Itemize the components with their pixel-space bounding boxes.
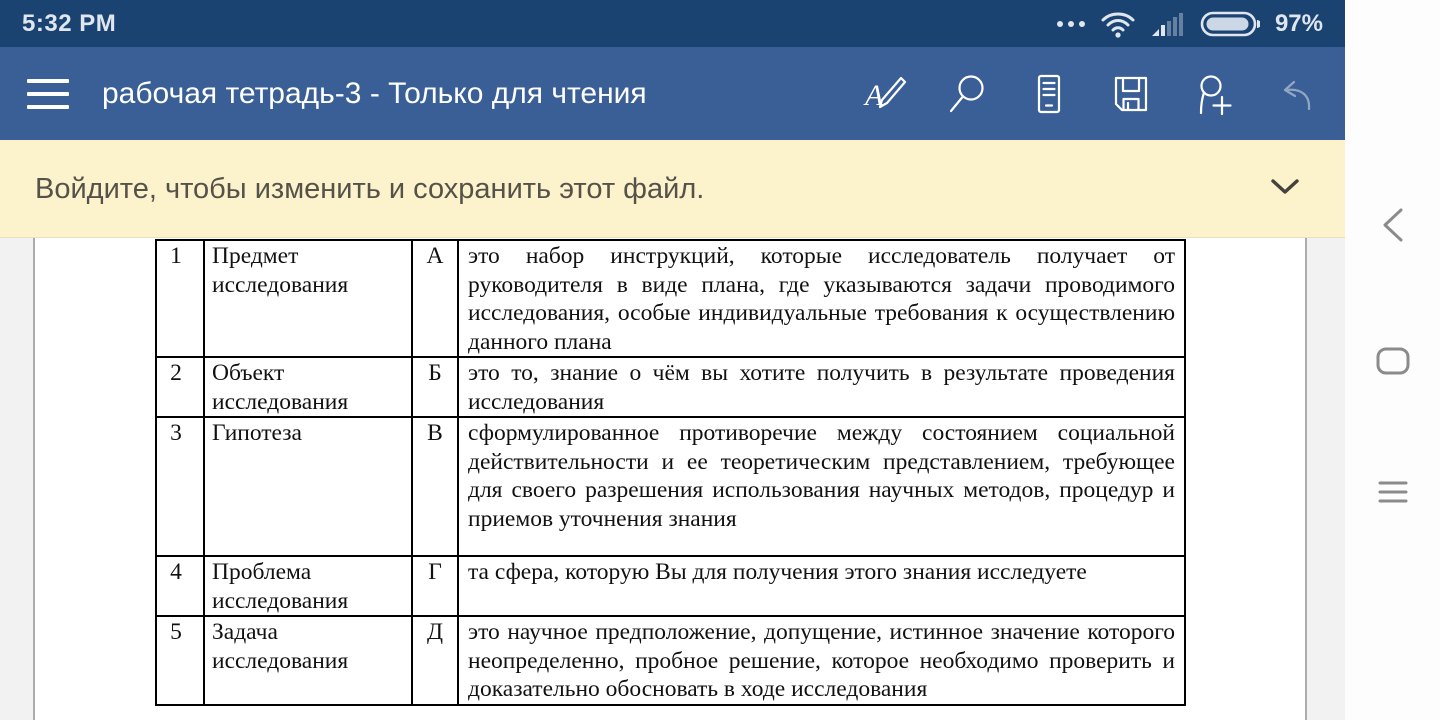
cell-letter: Г [412, 556, 458, 616]
cell-num: 2 [156, 357, 204, 417]
svg-text:A: A [865, 78, 884, 112]
cell-num: 4 [156, 556, 204, 616]
cell-letter: Д [412, 616, 458, 705]
undo-icon [1272, 71, 1318, 117]
mobile-view-icon[interactable] [1026, 71, 1072, 117]
cell-def: это то, знание о чём вы хотите получить в результате проведения исследования [458, 357, 1185, 417]
wifi-icon [1100, 10, 1136, 38]
add-person-icon[interactable] [1190, 71, 1236, 117]
status-bar-indicators [1057, 10, 1323, 38]
cell-term: Задача исследования [204, 616, 412, 705]
cell-def: это набор инструкций, которые исследователь получает от руководителя в виде плана, где указываются задачи проводимого исследования, особые индивидуальные требования к осуществлению данного плана [458, 240, 1185, 357]
toolbar [862, 71, 1318, 117]
cell-num: 1 [156, 240, 204, 357]
cell-term: Проблема исследования [204, 556, 412, 616]
table-row [156, 357, 1185, 417]
chevron-down-icon[interactable] [1270, 178, 1300, 201]
cell-num: 3 [156, 417, 204, 556]
cell-num: 5 [156, 616, 204, 705]
cell-letter: Б [412, 357, 458, 417]
cell-term: Объект исследования [204, 357, 412, 417]
recents-icon[interactable] [1371, 470, 1415, 514]
table-row [156, 616, 1185, 705]
document-canvas [0, 238, 1345, 720]
clock: 5:32 PM [22, 9, 117, 37]
cell-letter: А [412, 240, 458, 357]
cell-def: та сфера, которую Вы для получения этого знания исследуете [458, 556, 1185, 616]
battery-icon [1200, 11, 1260, 37]
document-page [33, 238, 1307, 720]
table-row [156, 240, 1185, 357]
ellipsis-icon [1057, 21, 1085, 27]
status-bar [0, 0, 1345, 47]
cell-letter: В [412, 417, 458, 556]
app-bar [0, 47, 1345, 140]
table-row [156, 417, 1185, 556]
save-icon[interactable] [1108, 71, 1154, 117]
android-nav-bar [1345, 0, 1440, 720]
cell-term: Предмет исследования [204, 240, 412, 357]
cell-signal-icon [1151, 11, 1185, 37]
table-row [156, 556, 1185, 616]
cell-def: сформулированное противоречие между состоянием социальной действительности и ее теоретическим представлением, требующее для своего разрешения использования научных методов, процедур и приемов уточнения знания [458, 417, 1185, 556]
battery-percent: 97% [1274, 9, 1323, 37]
matching-table [155, 239, 1186, 706]
menu-icon[interactable] [27, 79, 69, 109]
cell-def: это научное предположение, допущение, истинное значение которого неопределенно, пробное решение, которое необходимо проверить и доказательно обосновать в ходе исследования [458, 616, 1185, 705]
edit-icon[interactable] [862, 71, 908, 117]
home-icon[interactable] [1371, 339, 1415, 383]
cell-term: Гипотеза [204, 417, 412, 556]
search-icon[interactable] [944, 71, 990, 117]
back-icon[interactable] [1371, 203, 1415, 247]
document-title: рабочая тетрадь-3 - Только для чтения [102, 76, 647, 110]
signin-banner[interactable] [0, 140, 1345, 238]
signin-banner-message: Войдите, чтобы изменить и сохранить этот файл. [35, 172, 705, 205]
